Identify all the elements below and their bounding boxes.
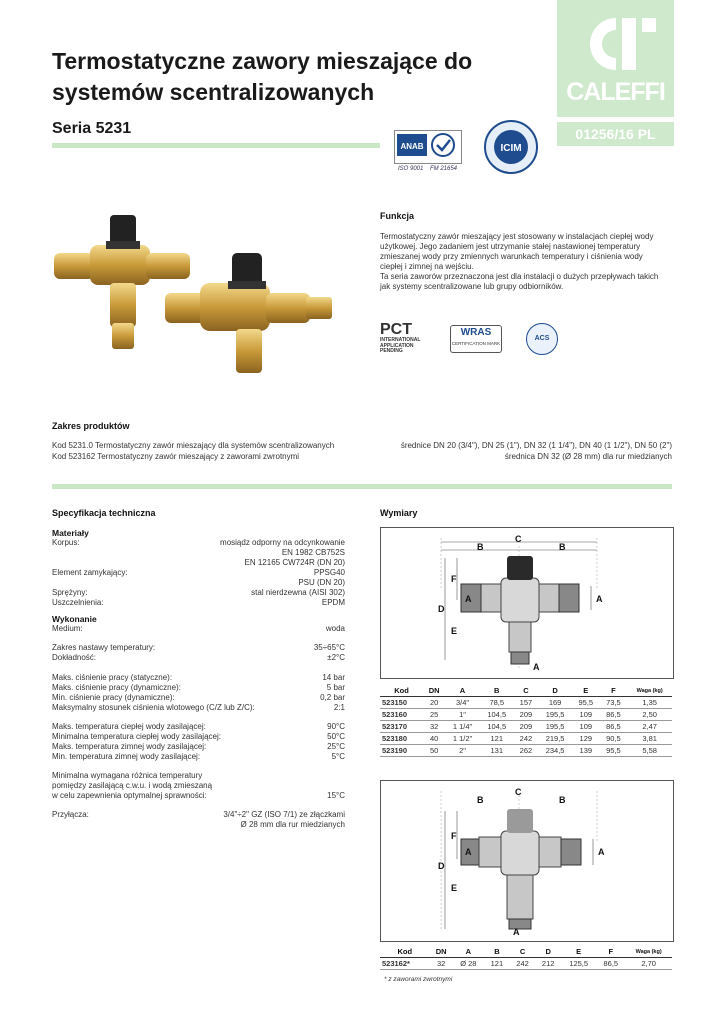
column-header: B — [484, 946, 510, 958]
table-row — [380, 733, 672, 745]
table-cell: 523170 — [380, 721, 423, 733]
document-code: 01256/16 PL — [557, 122, 674, 146]
dim-label-b: B — [477, 542, 484, 552]
table-cell: 25 — [423, 709, 445, 721]
dim-label-e: E — [451, 883, 458, 893]
funkcja-heading: Funkcja — [380, 211, 415, 221]
zakres-row-left: Kod 523162 Termostatyczny zawór mieszający z zaworami zwrotnymi — [52, 452, 300, 461]
column-header: Waga (kg) — [627, 685, 672, 697]
table-row — [380, 958, 672, 970]
funkcja-line: użytkowej. Jego zadaniem jest utrzymanie stałej nastawionej temperatury — [380, 242, 641, 251]
pct-logo-text: PCT — [380, 321, 412, 338]
spec-value: 25°C — [327, 742, 345, 751]
table-cell: 50 — [423, 745, 445, 757]
page-title — [52, 46, 532, 108]
table-cell: 195,5 — [538, 709, 572, 721]
spec-label: Minimalna temperatura ciepłej wody zasilającej: — [52, 732, 221, 741]
acs-logo: ACS — [526, 323, 558, 355]
series-label: Seria 5231 — [52, 120, 132, 137]
spec-value: woda — [325, 624, 345, 633]
spec-value: EPDM — [321, 598, 345, 607]
dim-label-f: F — [451, 574, 457, 584]
table-header-row — [380, 685, 672, 697]
section-divider — [52, 484, 672, 489]
pct-logo-sub1: INTERNATIONAL — [380, 337, 421, 343]
spec-value: stal nierdzewna (AISI 302) — [251, 588, 345, 597]
table-cell: 195,5 — [538, 721, 572, 733]
table-cell: 523162* — [380, 958, 430, 970]
zakres-row-left: Kod 5231.0 Termostatyczny zawór mieszający dla systemów scentralizowanych — [52, 441, 335, 450]
spec-value: 3/4"÷2" GZ (ISO 7/1) ze złączkami — [223, 810, 345, 819]
dim-label-d: D — [438, 861, 445, 871]
spec-label: Min. temperatura zimnej wody zasilającej: — [52, 752, 201, 761]
table-cell: 157 — [514, 697, 539, 709]
column-header: C — [510, 946, 536, 958]
spec-value: PPSG40 — [313, 568, 345, 577]
wykonanie-heading: Wykonanie — [52, 614, 97, 624]
spec-value: 14 bar — [322, 673, 345, 682]
table-cell: 262 — [514, 745, 539, 757]
column-header: B — [480, 685, 514, 697]
column-header: F — [596, 946, 625, 958]
table-cell: 90,5 — [600, 733, 628, 745]
table-cell: 131 — [480, 745, 514, 757]
table-cell: 121 — [480, 733, 514, 745]
dim-label-b: B — [559, 542, 566, 552]
funkcja-line: Ta seria zaworów przeznaczona jest dla instalacji o dużych przepływach takich — [380, 272, 659, 281]
spec-label: Maks. ciśnienie pracy (statyczne): — [52, 673, 173, 682]
product-photo — [50, 205, 340, 375]
icim-cert-icon — [472, 118, 550, 176]
zakres-row — [52, 452, 672, 462]
spec-label: Korpus: — [52, 538, 80, 547]
anab-icon — [395, 131, 461, 163]
table-cell: 523180 — [380, 733, 423, 745]
wras-logo — [450, 325, 502, 353]
column-header: Kod — [380, 946, 430, 958]
dim-label-a: A — [513, 927, 520, 937]
column-header: DN — [430, 946, 453, 958]
table-cell: 169 — [538, 697, 572, 709]
spec-label: Przyłącza: — [52, 810, 89, 819]
title-underline — [52, 143, 380, 148]
dimension-drawing-1 — [380, 527, 674, 679]
column-header: Kod — [380, 685, 423, 697]
column-header: D — [535, 946, 561, 958]
dim-label-e: E — [451, 626, 458, 636]
table-cell: 523150 — [380, 697, 423, 709]
dimensions-table-1 — [380, 685, 672, 757]
spec-value: ±2°C — [327, 653, 345, 662]
table-row — [380, 721, 672, 733]
table-cell: 86,5 — [600, 721, 628, 733]
table-cell: 32 — [423, 721, 445, 733]
spec-label: Medium: — [52, 624, 83, 633]
table-cell: 209 — [514, 721, 539, 733]
column-header: A — [445, 685, 480, 697]
column-header: E — [561, 946, 596, 958]
spec-value: 0,2 bar — [320, 693, 345, 702]
pct-logo-sub2: APPLICATION — [380, 342, 414, 349]
table-cell: 2,50 — [627, 709, 672, 721]
materialy-heading: Materiały — [52, 528, 89, 538]
zakres-row-right: średnica DN 32 (Ø 28 mm) dla rur miedzianych — [502, 452, 672, 462]
table-cell: 86,5 — [600, 709, 628, 721]
spec-label: pomiędzy zasilającą c.w.u. i wodą zmieszaną — [52, 781, 213, 790]
spec-value: mosiądz odporny na odcynkowanie — [220, 538, 345, 547]
table-cell: 5,58 — [627, 745, 672, 757]
table-cell: 523160 — [380, 709, 423, 721]
table-cell: 3,81 — [627, 733, 672, 745]
table-cell: 73,5 — [600, 697, 628, 709]
table-cell: 95,5 — [600, 745, 628, 757]
brand-name: CALEFFI — [566, 78, 665, 106]
wras-logo-sub: CERTIFICATION MARK — [451, 341, 501, 346]
svg-text:ANAB: ANAB — [400, 142, 424, 151]
spec-value: PSU (DN 20) — [298, 578, 345, 587]
table-cell: 212 — [535, 958, 561, 970]
dim-label-d: D — [438, 604, 445, 614]
table-cell: 104,5 — [480, 721, 514, 733]
spec-label: Maks. temperatura ciepłej wody zasilającej: — [52, 722, 206, 731]
table-row — [380, 709, 672, 721]
table-cell: 234,5 — [538, 745, 572, 757]
spec-label: Sprężyny: — [52, 588, 88, 597]
svg-text:ICIM: ICIM — [500, 143, 522, 154]
table-cell: 1 1/4" — [445, 721, 480, 733]
spec-label: Maks. ciśnienie pracy (dynamiczne): — [52, 683, 181, 692]
column-header: E — [572, 685, 600, 697]
spec-label: Maksymalny stosunek ciśnienia wlotowego (C/Z lub Z/C): — [52, 703, 255, 712]
caleffi-logo-icon — [570, 12, 662, 74]
footnote: * z zaworami zwrotnymi — [384, 976, 453, 983]
spec-value: 50°C — [327, 732, 345, 741]
table-row — [380, 745, 672, 757]
spec-label: Min. ciśnienie pracy (dynamiczne): — [52, 693, 175, 702]
table-cell: 219,5 — [538, 733, 572, 745]
valve-drawing-check-icon — [381, 781, 673, 941]
dimension-drawing-2 — [380, 780, 674, 942]
dim-label-a: A — [465, 847, 472, 857]
pct-logo — [380, 322, 440, 354]
wymiary-heading: Wymiary — [380, 508, 418, 518]
funkcja-line: jak systemy scentralizowane lub grupy odbiorników. — [380, 282, 564, 291]
wras-logo-text: WRAS — [460, 327, 492, 338]
zakres-row — [52, 441, 672, 451]
table-cell: 1" — [445, 709, 480, 721]
column-header: A — [453, 946, 484, 958]
spec-value: 5 bar — [326, 683, 345, 692]
table-cell: 1,35 — [627, 697, 672, 709]
table-cell: 40 — [423, 733, 445, 745]
title-line-2: systemów scentralizowanych — [52, 79, 375, 105]
table-cell: 125,5 — [561, 958, 596, 970]
anab-cert-logo — [394, 130, 462, 164]
dim-label-a: A — [598, 847, 605, 857]
funkcja-line: zmieszanej wody przy zmiennych warunkach temperatury i ciśnienia wody — [380, 252, 643, 261]
table-cell: 1 1/2" — [445, 733, 480, 745]
spec-value: 90°C — [327, 722, 345, 731]
table-cell: 20 — [423, 697, 445, 709]
funkcja-line: Termostatyczny zawór mieszający jest stosowany w instalacjach ciepłej wody — [380, 232, 654, 241]
dim-label-a: A — [465, 594, 472, 604]
spec-value: 5°C — [331, 752, 345, 761]
spec-value: EN 1982 CB752S — [281, 548, 345, 557]
iso-note-1: ISO 9001 — [398, 166, 424, 172]
table-cell: 209 — [514, 709, 539, 721]
spec-label: Dokładność: — [52, 653, 97, 662]
column-header: D — [538, 685, 572, 697]
column-header: C — [514, 685, 539, 697]
spec-value: Ø 28 mm dla rur miedzianych — [240, 820, 345, 829]
dim-label-a: A — [533, 662, 540, 672]
iso-note-2: FM 21654 — [430, 166, 458, 172]
dim-label-b: B — [477, 795, 484, 805]
spec-value: EN 12165 CW724R (DN 20) — [244, 558, 345, 567]
table-cell: 104,5 — [480, 709, 514, 721]
table-cell: Ø 28 — [453, 958, 484, 970]
table-cell: 242 — [510, 958, 536, 970]
pct-logo-sub3: PENDING — [380, 348, 403, 354]
table-cell: 32 — [430, 958, 453, 970]
table-cell: 109 — [572, 709, 600, 721]
table-row — [380, 697, 672, 709]
table-cell: 2,47 — [627, 721, 672, 733]
zakres-row-right: średnice DN 20 (3/4"), DN 25 (1"), DN 32 (1 1/4"), DN 40 (1 1/2"), DN 50 (2") — [398, 441, 672, 451]
table-cell: 86,5 — [596, 958, 625, 970]
table-cell: 2" — [445, 745, 480, 757]
table-cell: 129 — [572, 733, 600, 745]
dim-label-c: C — [515, 534, 522, 544]
valve-drawing-icon — [381, 528, 673, 678]
spec-label: Minimalna wymagana różnica temperatury — [52, 771, 203, 780]
zakres-heading: Zakres produktów — [52, 421, 130, 431]
dim-label-c: C — [515, 787, 522, 797]
spec-value: 35÷65°C — [313, 643, 345, 652]
table-cell: 2,70 — [625, 958, 672, 970]
funkcja-text — [380, 232, 680, 292]
table-cell: 109 — [572, 721, 600, 733]
spec-label: Element zamykający: — [52, 568, 128, 577]
dim-label-a: A — [596, 594, 603, 604]
spec-label: Maks. temperatura zimnej wody zasilającej: — [52, 742, 207, 751]
dimensions-table-2 — [380, 946, 672, 970]
table-cell: 95,5 — [572, 697, 600, 709]
dim-label-b: B — [559, 795, 566, 805]
table-cell: 78,5 — [480, 697, 514, 709]
table-cell: 523190 — [380, 745, 423, 757]
table-cell: 121 — [484, 958, 510, 970]
column-header: DN — [423, 685, 445, 697]
spec-label: Uszczelnienia: — [52, 598, 104, 607]
table-cell: 242 — [514, 733, 539, 745]
spec-label: Zakres nastawy temperatury: — [52, 643, 156, 652]
table-cell: 3/4" — [445, 697, 480, 709]
column-header: Waga (kg) — [625, 946, 672, 958]
title-line-1: Termostatyczne zawory mieszające do — [52, 48, 473, 74]
funkcja-line: ciepłej i zimnej na wejściu. — [380, 262, 474, 271]
spec-heading: Specyfikacja techniczna — [52, 508, 156, 518]
spec-value: 2:1 — [333, 703, 345, 712]
column-header: F — [600, 685, 628, 697]
table-header-row — [380, 946, 672, 958]
spec-label: w celu zapewnienia optymalnej sprawności: — [52, 791, 207, 800]
spec-value: 15°C — [327, 791, 345, 800]
dim-label-f: F — [451, 831, 457, 841]
table-cell: 139 — [572, 745, 600, 757]
